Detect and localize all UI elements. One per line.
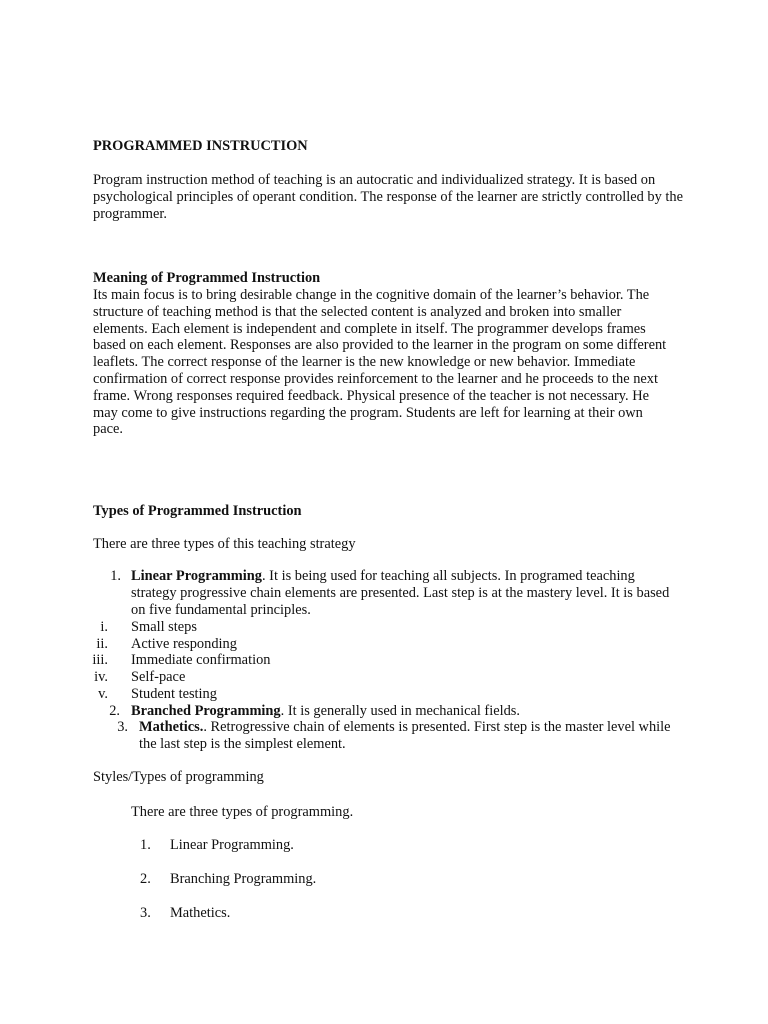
types-lead: There are three types of this teaching strategy [93,536,356,552]
intro-paragraph: Program instruction method of teaching is an autocratic and individualized strategy. It is based on psychological principles of operant condition. The response of the learner are strictly controlled by the programmer. [93,172,683,222]
style-text: Branching Programming. [170,871,317,887]
list-item-linear [93,568,670,620]
list-item-content [139,719,679,753]
list-item-mathetics [108,719,671,755]
list-marker: 2. [109,703,120,719]
principle-item [84,619,584,636]
list-item-content [131,703,671,720]
principle-item [84,636,584,653]
style-marker: 3. [140,905,151,921]
principle-item [84,669,584,686]
principle-marker: iii. [92,652,108,668]
meaning-heading: Meaning of Programmed Instruction [93,270,321,286]
style-marker: 1. [140,837,151,853]
principle-marker: i. [100,619,108,635]
principle-text: Self-pace [131,669,186,685]
style-marker: 2. [140,871,151,887]
item-name: Linear Programming [131,568,262,584]
document-title: PROGRAMMED INSTRUCTION [93,138,308,154]
principle-text: Active responding [131,636,237,652]
item-text: . It is being used for teaching all subjects. In programed teaching strategy progressive chain elements are presented. Last step is at the mastery level. It is based on five fundamental principles. [131,568,670,618]
item-name: Branched Programming [131,703,281,719]
list-item-content [131,568,681,618]
style-text: Linear Programming. [170,837,294,853]
principle-marker: v. [98,686,108,702]
styles-lead: There are three types of programming. [131,804,354,820]
item-text: . It is generally used in mechanical fields. [280,703,521,719]
principle-marker: iv. [94,669,108,685]
item-name: Mathetics. [139,719,204,735]
meaning-paragraph: Its main focus is to bring desirable change in the cognitive domain of the learner’s behavior. The structure of teaching method is that the selected content is analyzed and broken into smaller elements. Each element is independent and complete in itself. The programmer develops frames based on each element. Responses are also provided to the learner in the program on some different leaflets. The correct response of the learner is the new knowledge or new behavior. Immediate confirmation of correct response provides reinforcement to the learner and he proceeds to the next frame. Wrong responses required feedback. Physical presence of the teacher is not necessary. He may come to give instructions regarding the program. Students are left for learning at their own pace. [93,287,667,438]
principle-text: Immediate confirmation [131,652,271,668]
principle-text: Student testing [131,686,217,702]
principle-marker: ii. [96,636,108,652]
types-heading: Types of Programmed Instruction [93,503,302,519]
principle-text: Small steps [131,619,197,635]
style-text: Mathetics. [170,905,231,921]
list-marker: 1. [110,568,121,584]
style-list-item [140,837,540,854]
list-item-branched [100,703,660,720]
principle-item [84,686,584,703]
style-list-item [140,905,540,922]
style-list-item [140,871,540,888]
item-text: . Retrogressive chain of elements is presented. First step is the master level while the last step is the simplest element. [139,719,671,752]
styles-heading: Styles/Types of programming [93,769,264,785]
list-marker: 3. [117,719,128,735]
principle-item [84,652,584,669]
